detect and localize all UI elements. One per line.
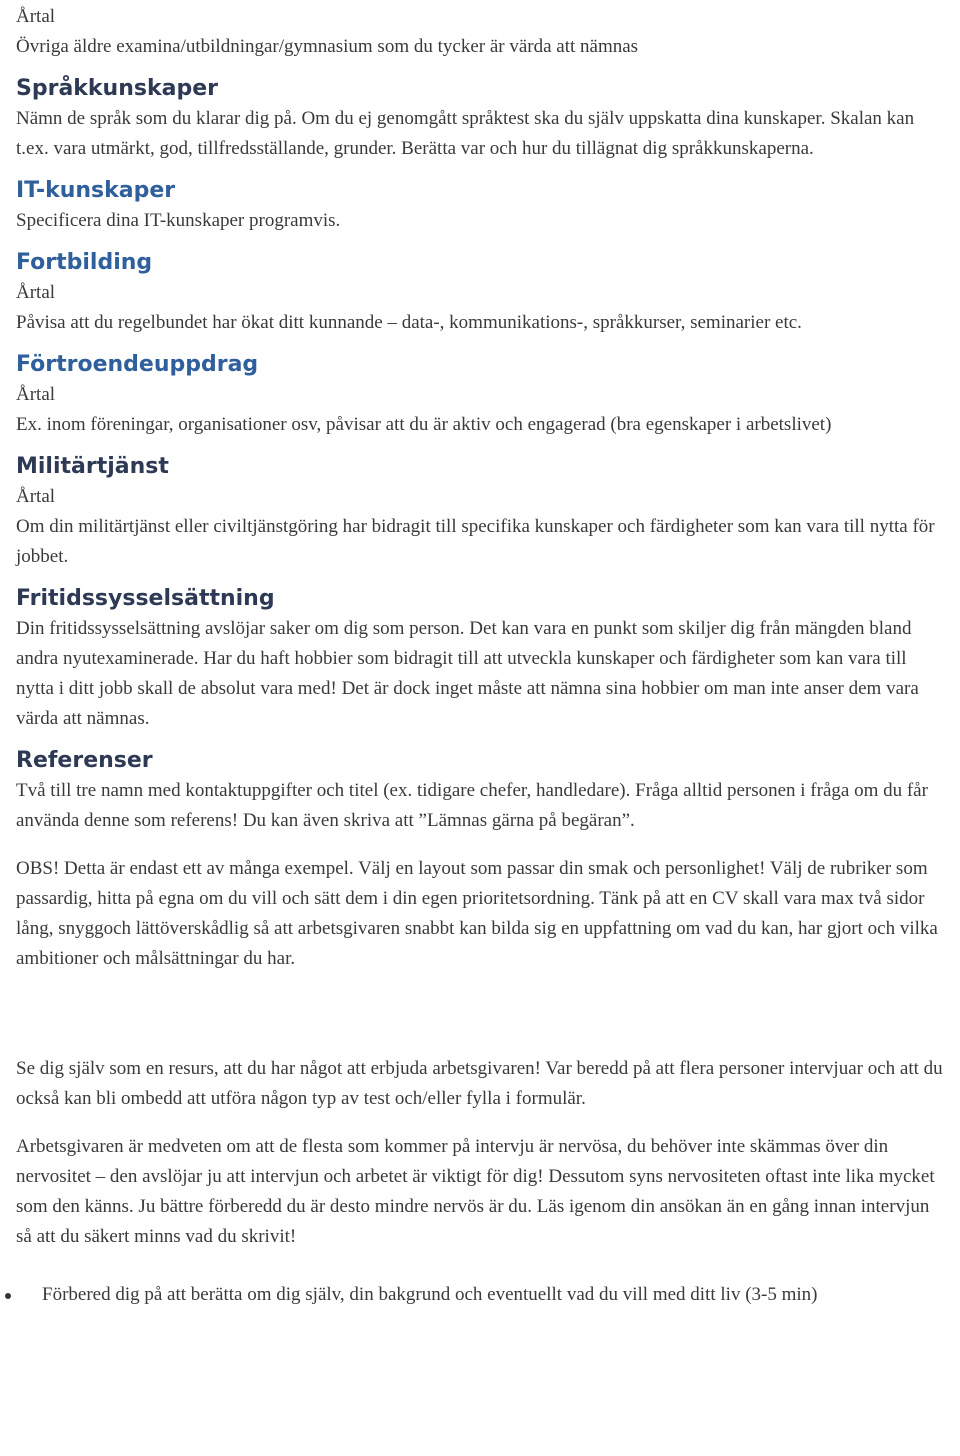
heading-trust: Förtroendeuppdrag [16, 352, 259, 377]
leisure-body: Din fritidssysselsättning avslöjar saker om dig som person. Det kan vara en punkt som skiljer dig från mängden bland andra nyutexaminerade. Har du haft hobbier som bidragit till att utveckla kunskaper och färdigheter som kan vara till nytta i ditt jobb skall de absolut vara med! Det är dock inget måste att nämna sina hobbier om man inte anser dem vara värda att nämnas. [16, 618, 919, 729]
trust-body: Ex. inom föreningar, organisationer osv, påvisar att du är aktiv och engagerad (bra egenskaper i arbetslivet) [16, 414, 832, 435]
heading-references: Referenser [16, 748, 153, 773]
it-body: Specificera dina IT-kunskaper programvis. [16, 210, 341, 231]
language-body: Nämn de språk som du klarar dig på. Om du ej genomgått språktest ska du själv uppskatta dina kunskaper. Skalan kan t.ex. vara utmärkt, god, tillfredsställande, grunder. Berätta var och hur du tillägnat dig språkkunskaperna. [16, 108, 915, 159]
training-year-label: Årtal [16, 282, 56, 303]
heading-leisure: Fritidssysselsättning [16, 586, 275, 611]
military-year-label: Årtal [16, 486, 56, 507]
heading-language: Språkkunskaper [16, 76, 218, 101]
other-education-text: Övriga äldre examina/utbildningar/gymnasium som du tycker är värda att nämnas [16, 36, 639, 57]
heading-it: IT-kunskaper [16, 178, 176, 203]
interview-bullet-list [16, 1280, 946, 1310]
references-body: Två till tre namn med kontaktuppgifter och titel (ex. tidigare chefer, handledare). Fråga alltid personen i fråga om du får använda denne som referens! Du kan även skriva att ”Lämnas gärna på begäran”. [16, 780, 928, 831]
heading-military: Militärtjänst [16, 454, 169, 479]
military-body: Om din militärtjänst eller civiltjänstgöring har bidragit till specifika kunskaper och färdigheter som kan vara till nytta för jobbet. [16, 516, 935, 567]
interview-paragraph-1: Se dig själv som en resurs, att du har något att erbjuda arbetsgivaren! Var beredd på att flera personer intervjuar och att du också kan bli ombedd att utföra någon typ av test och/eller fylla i formulär. [16, 1058, 943, 1109]
year-label: Årtal [16, 6, 56, 27]
trust-year-label: Årtal [16, 384, 56, 405]
training-body: Påvisa att du regelbundet har ökat ditt kunnande – data-, kommunikations-, språkkurser, seminarier etc. [16, 312, 802, 333]
list-item: Förbered dig på att berätta om dig själv, din bakgrund och eventuellt vad du vill med ditt liv (3-5 min) [16, 1280, 946, 1310]
document-page [16, 0, 946, 1310]
heading-training: Fortbilding [16, 250, 153, 275]
interview-paragraph-2: Arbetsgivaren är medveten om att de flesta som kommer på intervju är nervösa, du behöver inte skämmas över din nervositet – den avslöjar ju att intervjun och arbetet är viktigt för dig! Dessutom syns nervositeten oftast inte lika mycket som den känns. Ju bättre förberedd du är desto mindre nervös är du. Läs igenom din ansökan än en gång innan intervjun så att du säkert minns vad du skrivit! [16, 1136, 935, 1247]
obs-paragraph: OBS! Detta är endast ett av många exempel. Välj en layout som passar din smak och personlighet! Välj de rubriker som passardig, hitta på egna om du vill och sätt dem i din egen prioritetsordning. Tänk på att en CV skall vara max två sidor lång, snyggoch lättöverskådlig så att arbetsgivaren snabbt kan bilda sig en uppfattning om vad du kan, har gjort och vilka ambitioner och målsättningar du har. [16, 858, 938, 969]
